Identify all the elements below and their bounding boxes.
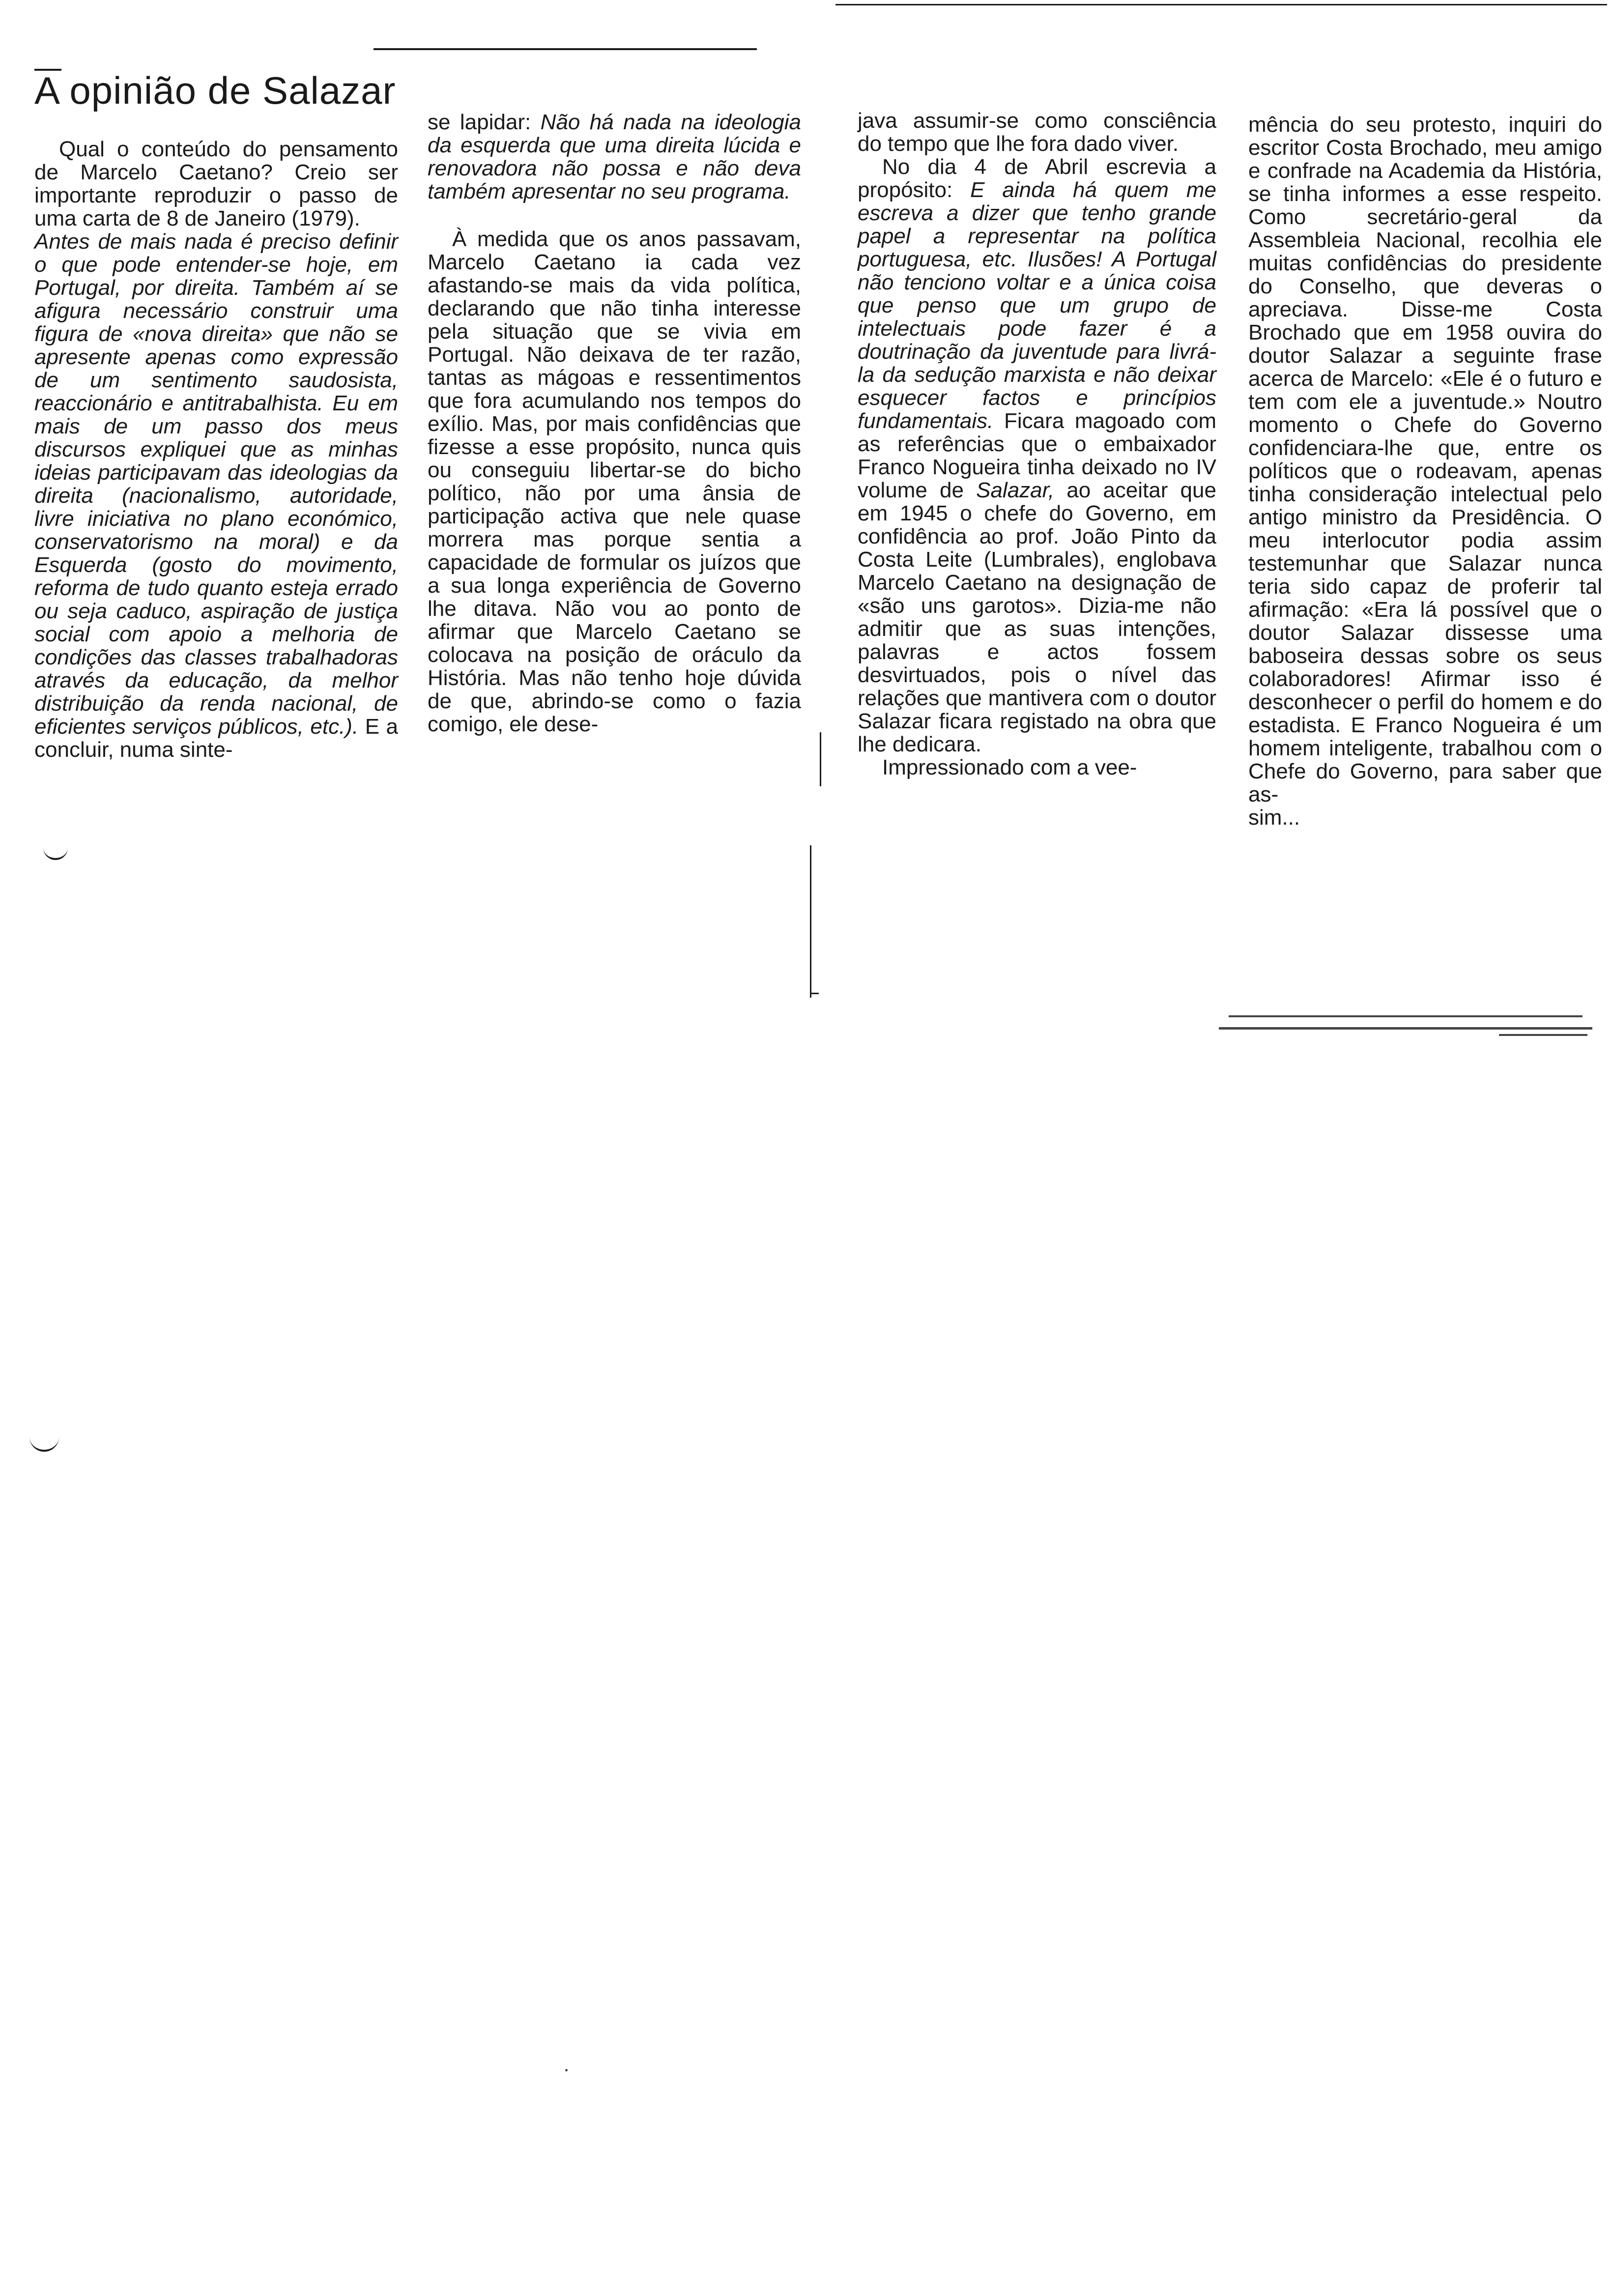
margin-curve-mark bbox=[43, 845, 68, 860]
quote-paragraph bbox=[858, 155, 1216, 756]
quote-text: E ainda há quem me escreva a dizer que tenho grande papel a representar na política portuguesa, etc. Ilusões! A Portugal não tenciono voltar e a única coisa que penso que um grupo de intelectuais pode fazer é a doutrinação da juventude para livrá-la da sedução marxista e não deixar esquecer factos e princípios fundamentais. bbox=[858, 178, 1216, 433]
paragraph-end: sim... bbox=[1248, 805, 1300, 830]
paragraph-start: No dia 4 de Abril escrevia a propósito: bbox=[858, 155, 1216, 202]
article-column-1 bbox=[34, 138, 398, 761]
scan-artifact bbox=[1499, 1034, 1587, 1036]
quote-text: Antes de mais nada é preciso definir o que pode entender-se hoje, em Portugal, por direita. Também aí se afigura necessário construir uma figura de «nova direita» que não se apresente apenas como expressão de um sentimento saudosista, reaccionário e antitrabalhista. Eu em mais de um passo dos meus discursos expliquei que as minhas ideias participavam das ideologias da direita (nacionalismo, autoridade, livre iniciativa no plano económico, conservatorismo na moral) e da Esquerda (gosto do movimento, reforma de tudo quanto esteja errado ou seja caduco, aspiração de justiça social com apoio a melhoria de condições das classes trabalhadoras através da educação, da melhor distribuição da renda nacional, de eficientes serviços públicos, etc.). bbox=[34, 230, 398, 739]
paragraph: À medida que os anos passavam, Marcelo Caetano ia cada vez afastando-se mais da vida política, declarando que não tinha interesse pela situação que se vivia em Portugal. Não deixava de ter razão, tantas as mágoas e ressentimentos que fora acumulando nos tempos do exílio. Mas, por mais confidências que fizesse a esse propósito, nunca quis ou conseguiu libertar-se do bicho político, não por uma ânsia de participação activa que nele quase morrera mas porque sentia a capacidade de formular os juízos que a sua longa experiência de Governo lhe ditava. Não vou ao ponto de afirmar que Marcelo Caetano se colocava na posição de oráculo da História. Mas não tenho hoje dúvida de que, abrindo-se como o fazia comigo, ele dese- bbox=[428, 227, 801, 736]
margin-curve-mark bbox=[29, 1435, 59, 1452]
article-column-2 bbox=[428, 111, 801, 736]
paragraph-text: ao aceitar que em 1945 o chefe do Governo, em confidência ao prof. João Pinto da Costa Leite (Lumbrales), englobava Marcelo Caetano na designação de «são uns garotos». Dizia-me não admitir que as suas intenções, palavras e actos fossem desvirtuados, pois o nível das relações que mantivera com o doutor Salazar ficara registado na obra que lhe dedicara. bbox=[858, 478, 1216, 756]
paragraph: java assumir-se como consciência do tempo que lhe fora dado viver. bbox=[858, 109, 1216, 156]
scan-speck bbox=[565, 2069, 568, 2071]
article-title: A opinião de Salazar bbox=[34, 69, 396, 112]
bottom-rule bbox=[1219, 1027, 1592, 1030]
article-column-3 bbox=[858, 109, 1216, 779]
margin-line bbox=[820, 732, 821, 786]
margin-bracket-tick bbox=[810, 993, 819, 994]
top-rule-right bbox=[835, 4, 1607, 5]
paragraph: Impressionado com a vee- bbox=[882, 755, 1137, 779]
quote-paragraph bbox=[34, 230, 398, 761]
paragraph: Qual o conteúdo do pensamento de Marcelo Caetano? Creio ser importante reproduzir o passo de uma carta de 8 de Janeiro (1979). bbox=[34, 137, 398, 230]
margin-bracket bbox=[810, 845, 811, 998]
paragraph-text: Ficara magoado com as referências que o embaixador Franco Nogueira tinha deixado no IV volume de bbox=[858, 409, 1217, 502]
paragraph: mência do seu protesto, inquiri do escritor Costa Brochado, meu amigo e confrade na Academia da História, se tinha informes a esse respeito. Como secretário-geral da Assembleia Nacional, recolhia ele muitas confidências do presidente do Conselho, que deveras o apreciava. Disse-me Costa Brochado que em 1958 ouvira do doutor Salazar a seguinte frase acerca de Marcelo: «Ele é o futuro e tem com ele a juventude.» Noutro momento o Chefe do Governo confidenciara-lhe que, entre os políticos que o rodeavam, apenas tinha consideração intelectual pelo antigo ministro da Presidência. O meu interlocutor podia assim testemunhar que Salazar nunca teria sido capaz de proferir tal afirmação: «Era lá possível que o doutor Salazar dissesse uma baboseira dessas sobre os seus colaboradores! Afirmar isso é desconhecer o perfil do homem e do estadista. E Franco Nogueira é um homem inteligente, trabalhou com o Chefe do Governo, para saber que as- bbox=[1248, 113, 1602, 806]
quote-text: Não há nada na ideologia da esquerda que uma direita lúcida e renovadora não possa e não deva também apresentar no seu programa. bbox=[428, 110, 801, 203]
top-rule-left bbox=[374, 48, 757, 50]
scan-artifact bbox=[1229, 1015, 1583, 1017]
quote-paragraph bbox=[428, 111, 801, 203]
paragraph-end: E a concluir, numa sinte- bbox=[34, 715, 398, 762]
paragraph-start: se lapidar: bbox=[428, 110, 531, 134]
book-title: Salazar, bbox=[976, 478, 1055, 502]
article-column-4 bbox=[1248, 113, 1602, 829]
